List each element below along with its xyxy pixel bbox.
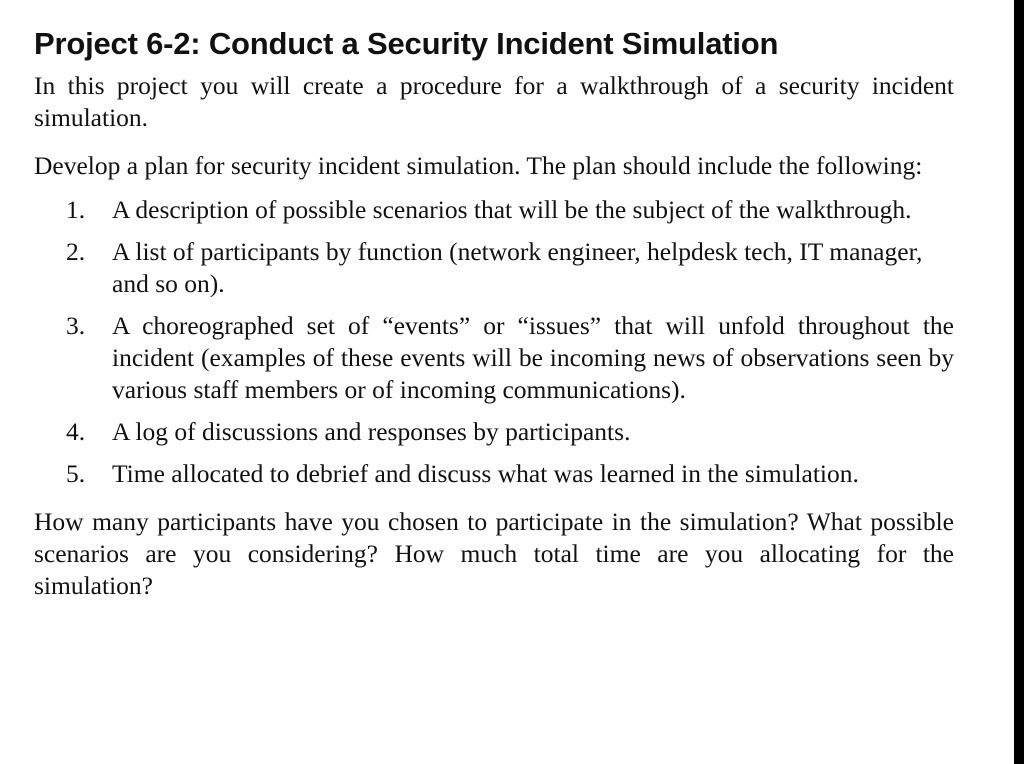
list-item-number: 3. [66,311,86,340]
project-title: Project 6-2: Conduct a Security Incident Simulation [34,26,779,61]
list-item [34,236,954,300]
list-item-number: 5. [66,459,86,488]
steps-list [34,194,954,490]
list-item [34,310,954,406]
list-item-text: Time allocated to debrief and discuss what was learned in the simulation. [112,459,859,488]
list-item-text: A log of discussions and responses by participants. [112,417,631,446]
list-item-text: A choreographed set of “events” or “issues” that will unfold throughout the incident (examples of these events will be incoming news of observations seen by various staff members or of incoming communications). [112,311,954,404]
questions-paragraph: How many participants have you chosen to participate in the simulation? What possible scenarios are you considering? How much total time are you allocating for the simulation? [34,507,954,600]
list-item [34,416,954,448]
list-item [34,458,954,490]
list-item-number: 1. [66,195,86,224]
list-item-number: 4. [66,417,86,446]
list-item-text: A description of possible scenarios that will be the subject of the walkthrough. [112,195,912,224]
intro-paragraph: In this project you will create a procedure for a walkthrough of a security incident simulation. [34,71,954,132]
plan-intro-paragraph: Develop a plan for security incident simulation. The plan should include the following: [34,151,923,180]
list-item-text: A list of participants by function (network engineer, helpdesk tech, IT manager, and so on). [112,237,923,298]
page-edge-divider [1014,0,1024,764]
list-item [34,194,954,226]
list-item-number: 2. [66,237,86,266]
